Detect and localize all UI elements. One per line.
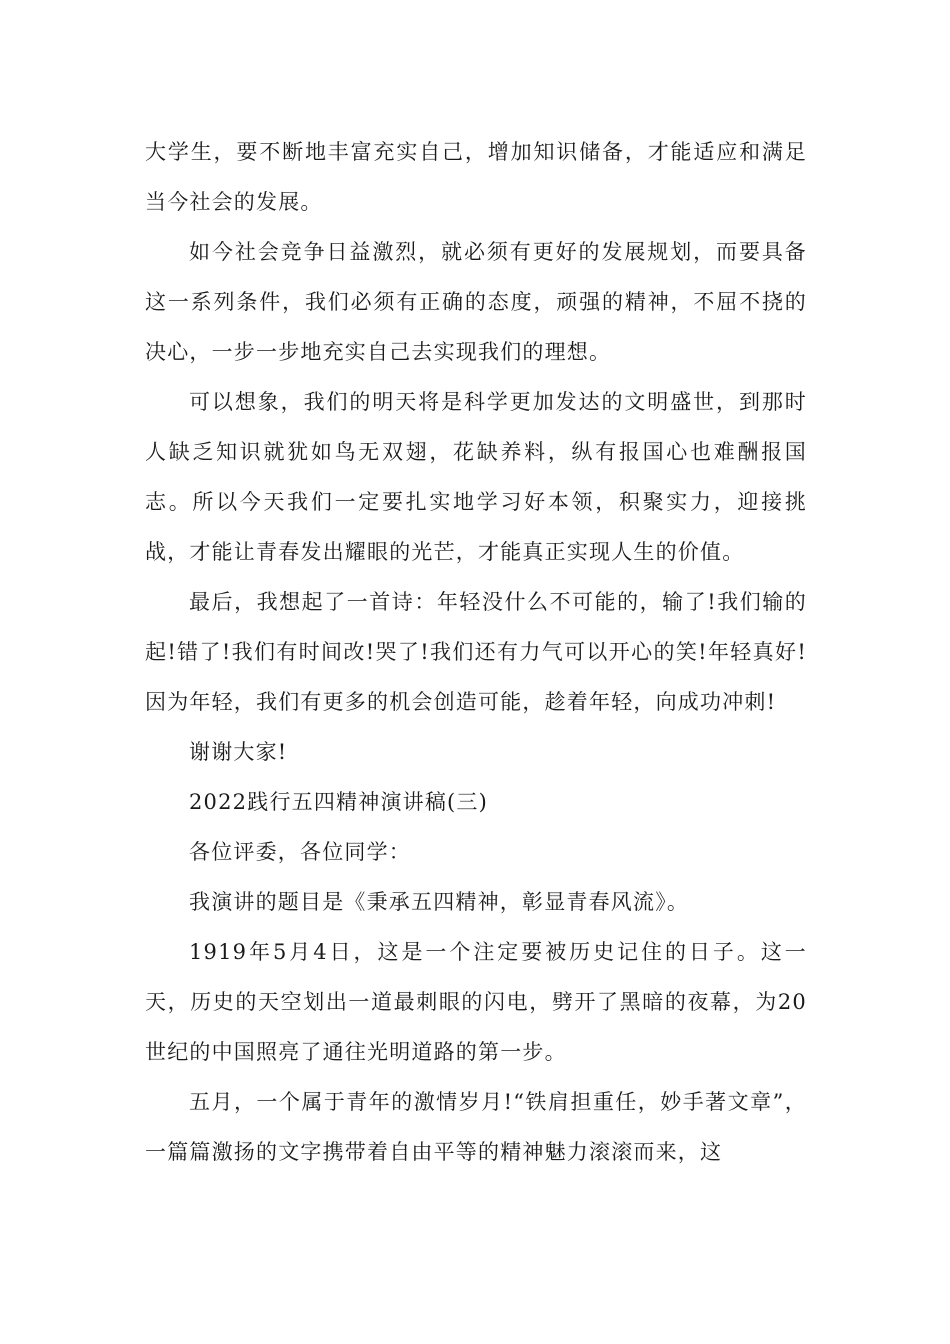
paragraph-thanks: 谢谢大家! bbox=[189, 740, 288, 764]
paragraph-poem: 最后，我想起了一首诗：年轻没什么不可能的，输了!我们输的起!错了!我们有时间改!哭了!我们还有力气可以开心的笑!年轻真好!因为年轻，我们有更多的机会创造可能，趁着年轻，向成功冲刺! bbox=[145, 590, 807, 714]
paragraph-may: 五月，一个属于青年的激情岁月!“铁肩担重任，妙手著文章”，一篇篇激扬的文字携带着自由平等的精神魅力滚滚而来，这 bbox=[145, 1090, 807, 1164]
paragraph-1919: 1919年5月4日，这是一个注定要被历史记住的日子。这一天，历史的天空划出一道最刺眼的闪电，劈开了黑暗的夜幕，为20世纪的中国照亮了通往光明道路的第一步。 bbox=[145, 940, 807, 1064]
speech-title: 2022践行五四精神演讲稿(三) bbox=[189, 790, 489, 814]
paragraph-topic: 我演讲的题目是《秉承五四精神，彰显青春风流》。 bbox=[189, 890, 690, 914]
paragraph-continued: 大学生，要不断地丰富充实自己，增加知识储备，才能适应和满足当今社会的发展。 bbox=[145, 140, 807, 214]
paragraph-future: 可以想象，我们的明天将是科学更加发达的文明盛世，到那时人缺乏知识就犹如鸟无双翅，花缺养料，纵有报国心也难酬报国志。所以今天我们一定要扎实地学习好本领，积聚实力，迎接挑战，才能让青春发出耀眼的光芒，才能真正实现人生的价值。 bbox=[145, 390, 807, 564]
paragraph-competition: 如今社会竞争日益激烈，就必须有更好的发展规划，而要具备这一系列条件，我们必须有正确的态度，顽强的精神，不屈不挠的决心，一步一步地充实自己去实现我们的理想。 bbox=[145, 240, 807, 364]
paragraph-greeting: 各位评委，各位同学： bbox=[189, 840, 411, 864]
document-body bbox=[145, 127, 807, 1177]
